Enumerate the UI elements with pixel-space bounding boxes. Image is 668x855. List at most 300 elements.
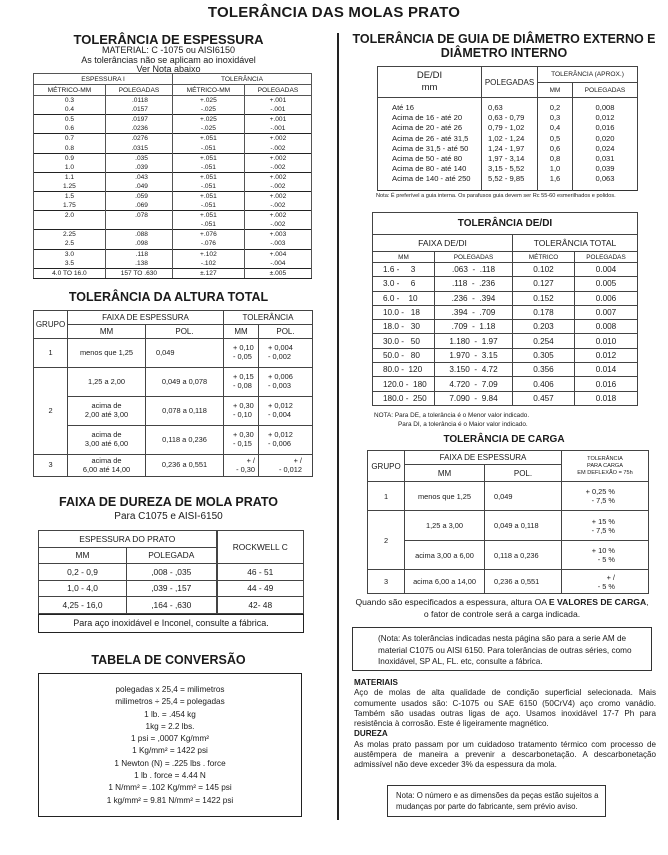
cell: 2.25 [34, 230, 106, 240]
cell-tol: + / - 5 % [562, 570, 649, 594]
cell-mm: acima 6,00 a 14,00 [405, 570, 485, 594]
cell: 0,8 [538, 154, 573, 164]
cell: +.002 [244, 191, 311, 201]
table-row [368, 482, 649, 511]
cell: 0.005 [575, 277, 638, 291]
carga-title: TOLERÂNCIA DE CARGA [443, 434, 565, 445]
cell-mm: 1,25 a 2,00 [68, 368, 146, 397]
table-row [373, 391, 638, 405]
conversion-line: 1 lb. = .454 kg [144, 709, 196, 719]
cell: 0.010 [575, 334, 638, 348]
cell: 3.150 - 4.72 [435, 363, 513, 377]
cell [34, 220, 106, 230]
cell-tpol: + 0,012 - 0,006 [259, 426, 313, 455]
cell-grupo: 2 [368, 511, 405, 570]
guia-table [377, 66, 638, 191]
cell: 0,2 - 0,9 [39, 564, 127, 581]
cell-mm: acima 3,00 a 6,00 [405, 541, 485, 570]
cell: +.002 [244, 211, 311, 221]
cell-pol: 0,236 a 0,551 [485, 570, 562, 594]
cell: 1.75 [34, 201, 106, 211]
cell: 0.014 [575, 363, 638, 377]
cell-pol: 0,118 a 0,236 [146, 426, 224, 455]
cell: +.051 [172, 134, 244, 144]
cell-tol: + 15 % - 7,5 % [562, 511, 649, 541]
espessura-aviso: As tolerâncias não se aplicam ao inoxidável [81, 55, 256, 65]
cell: 3.5 [34, 259, 106, 269]
cell: .0315 [105, 143, 172, 153]
cell: +.025 [172, 115, 244, 125]
dureza-section-text: As molas prato passam por um cuidadoso tratamento térmico com processo de austêmpera de maneira a prevenir a descarbonetação. A descarbonetação admissível não deve exceder 3% da espessura da mola. [354, 739, 656, 770]
cell: 46 - 51 [217, 564, 304, 581]
conversion-line: 1 psi = ,0007 Kg/mm² [130, 734, 210, 744]
cell: -.102 [172, 259, 244, 269]
cell: 18.0 - 30 [373, 320, 435, 334]
cell: Acima de 16 - até 20 [378, 113, 482, 123]
cell-pol: 0,049 a 0,118 [485, 511, 562, 541]
col-header-espessura: ESPESSURA DO PRATO [39, 531, 217, 548]
espessura-ver-nota: Ver Nota abaixo [136, 64, 201, 74]
table-row [373, 320, 638, 334]
cell: -.004 [244, 259, 311, 269]
cell: Até 16 [378, 98, 482, 114]
conversion-line: 1 lb . force = 4.44 N [134, 771, 206, 781]
cell: .069 [105, 201, 172, 211]
cell: 3,15 - 5,52 [482, 164, 538, 174]
cell: 44 - 49 [217, 580, 304, 597]
cell: 0.203 [513, 320, 575, 334]
cell: Acima de 50 - até 80 [378, 154, 482, 164]
table-row [34, 239, 312, 249]
cell-pol: 0,049 [485, 482, 562, 511]
cell: ,008 - ,035 [127, 564, 217, 581]
col-header-tmm: MM [224, 325, 259, 339]
table-row [378, 123, 638, 133]
col-header-tmm: MM [538, 83, 573, 98]
table-row [368, 511, 649, 541]
materiais-text: Aço de molas de alta qualidade de condição superficial selecionada. Mais comumente usados são: C-1075 ou SAE 6150 (50CrV4) aço cromo vanádio. Também são usadas outras ligas de aço. Usamos inoxidável 17-7 Ph para resistência à corrosão. Este é ligeiramente magnético. [354, 688, 656, 729]
cell: 0,063 [573, 174, 638, 190]
cell: 2.0 [34, 211, 106, 221]
table-row [34, 268, 312, 278]
cell: .043 [105, 172, 172, 182]
cell: -.051 [172, 201, 244, 211]
table-row [34, 397, 313, 426]
cell: 0.356 [513, 363, 575, 377]
table-row [39, 597, 304, 614]
cell: -.001 [244, 124, 311, 134]
dedi-title: TOLERÂNCIA DE/DI [373, 213, 638, 235]
cell: +.051 [172, 153, 244, 163]
cell: .088 [105, 230, 172, 240]
column-divider [337, 33, 339, 820]
col-header-tolerancia: TOLERÂNCIA (APROX.) [538, 67, 638, 83]
cell: 0.004 [575, 263, 638, 277]
cell: 0.152 [513, 291, 575, 305]
cell: 1,24 - 1,97 [482, 144, 538, 154]
table-row [34, 153, 312, 163]
cell-mm: menos que 1,25 [68, 339, 146, 368]
dedi-nota [374, 411, 529, 429]
cell: 4.720 - 7.09 [435, 377, 513, 391]
conversion-line: 1 kg/mm² = 9.81 N/mm² = 1422 psi [106, 795, 234, 805]
conversion-line: 1 Kg/mm² = 1422 psi [132, 746, 208, 756]
cell: 1,0 - 4,0 [39, 580, 127, 597]
dedi-nota-line-2: Para DI, a tolerância é o Maior valor indicado. [398, 421, 528, 428]
cell: -.001 [244, 105, 311, 115]
col-header-dedi: DE/DI mm [378, 67, 482, 98]
cell: 0,63 - 0,79 [482, 113, 538, 123]
col-header: MÉTRICO-MM [172, 85, 244, 96]
cell: +.102 [172, 249, 244, 259]
conversion-line: milimetros ÷ 25,4 = polegadas [115, 697, 225, 707]
col-header: POLEGADAS [244, 85, 311, 96]
cell: 1,02 - 1,24 [482, 134, 538, 144]
table-row [373, 263, 638, 277]
guia-title-2: DIÂMETRO INTERNO [440, 46, 568, 60]
col-header-pol: POLEGADAS [435, 252, 513, 263]
table-row [34, 134, 312, 144]
cell: 0,3 [538, 113, 573, 123]
espessura-table [33, 73, 312, 279]
table-row [34, 143, 312, 153]
dureza-note: Para aço inoxidável e Inconel, consulte a fábrica. [38, 614, 304, 633]
cell: 3.0 [34, 249, 106, 259]
cell: 1.0 [34, 163, 106, 173]
table-row [378, 113, 638, 123]
espessura-title: TOLERÂNCIA DE ESPESSURA [73, 32, 264, 47]
cell-tpol: + 0,012 - 0,004 [259, 397, 313, 426]
cell: -.002 [244, 143, 311, 153]
dureza-table [38, 530, 304, 614]
col-header-tpol: POLEGADAS [575, 252, 638, 263]
cell: .0236 [105, 124, 172, 134]
cell: 0.5 [34, 115, 106, 125]
cell: 0.8 [34, 143, 106, 153]
cell: 0.016 [575, 377, 638, 391]
table-row [34, 191, 312, 201]
cell: .049 [105, 182, 172, 192]
cell: 180.0 - 250 [373, 391, 435, 405]
cell-grupo: 3 [34, 455, 68, 477]
cell: Acima de 26 - até 31,5 [378, 134, 482, 144]
cell: ±.005 [244, 268, 311, 278]
cell: +.051 [172, 211, 244, 221]
dedi-table [372, 212, 638, 406]
dureza-section-title: DUREZA [354, 729, 388, 739]
cell-pol: 0,236 a 0,551 [146, 455, 224, 477]
table-row [373, 277, 638, 291]
cell-tpol: + 0,006 - 0,003 [259, 368, 313, 397]
table-row [34, 259, 312, 269]
table-row [34, 455, 313, 477]
cell: 0.012 [575, 348, 638, 362]
altura-table [33, 310, 313, 477]
cell-tpol: + / - 0,012 [259, 455, 313, 477]
cell: .039 [105, 163, 172, 173]
table-row [378, 144, 638, 154]
cell-tol: + 10 % - 5 % [562, 541, 649, 570]
cell: 50.0 - 80 [373, 348, 435, 362]
cell-pol: 0,049 [146, 339, 224, 368]
page-title: TOLERÂNCIA DAS MOLAS PRATO [207, 4, 461, 21]
col-group-total: TOLERÂNCIA TOTAL [513, 235, 638, 252]
cell-grupo: 3 [368, 570, 405, 594]
table-row [373, 334, 638, 348]
cell: -.003 [244, 239, 311, 249]
cell: .078 [105, 211, 172, 221]
col-header-rockwell: ROCKWELL C [217, 531, 304, 564]
cell: 0,012 [573, 113, 638, 123]
cell: -.051 [172, 143, 244, 153]
cell: +.076 [172, 230, 244, 240]
cell: -.002 [244, 201, 311, 211]
cell: .118 - .236 [435, 277, 513, 291]
carga-table [367, 450, 649, 594]
cell: .063 - .118 [435, 263, 513, 277]
table-row [34, 249, 312, 259]
table-row [378, 134, 638, 144]
cell: ±.127 [172, 268, 244, 278]
cell: Acima de 20 - até 26 [378, 123, 482, 133]
table-row [39, 580, 304, 597]
col-group-tolerancia: TOLERÂNCIA [172, 74, 311, 85]
cell: 0.018 [575, 391, 638, 405]
cell: 0,63 [482, 98, 538, 114]
col-header-faixa: FAIXA DE ESPESSURA [68, 311, 224, 325]
col-header-tpol: POLEGADAS [573, 83, 638, 98]
table-row [34, 211, 312, 221]
cell: 0,2 [538, 98, 573, 114]
cell: 0.127 [513, 277, 575, 291]
cell: 1,6 [538, 174, 573, 190]
cell: -.051 [172, 220, 244, 230]
conversao-title: TABELA DE CONVERSÃO [91, 653, 246, 667]
table-row [378, 98, 638, 114]
table-row [34, 172, 312, 182]
cell: 1.25 [34, 182, 106, 192]
table-row [373, 291, 638, 305]
cell: .0157 [105, 105, 172, 115]
cell: 4.0 TO 16.0 [34, 268, 106, 278]
table-row [368, 541, 649, 570]
cell-pol: 0,049 a 0,078 [146, 368, 224, 397]
cell [105, 220, 172, 230]
cell: 157 TO .630 [105, 268, 172, 278]
table-row [34, 105, 312, 115]
cell-tmm: + 0,30 - 0,15 [224, 426, 259, 455]
cell-tmm: + / - 0,30 [224, 455, 259, 477]
cell: 0.008 [575, 320, 638, 334]
cell: -.002 [244, 220, 311, 230]
cell: +.001 [244, 96, 311, 106]
table-row [34, 163, 312, 173]
cell-pol: 0,118 a 0,236 [485, 541, 562, 570]
dureza-subtitle: Para C1075 e AISI-6150 [114, 511, 223, 522]
cell: 80.0 - 120 [373, 363, 435, 377]
table-row [34, 124, 312, 134]
col-header-pol: POLEGADA [127, 547, 217, 564]
cell: 1.5 [34, 191, 106, 201]
cell: 0.102 [513, 263, 575, 277]
table-row [378, 154, 638, 164]
cell-grupo: 1 [368, 482, 405, 511]
cell: 1.1 [34, 172, 106, 182]
cell: 0,031 [573, 154, 638, 164]
cell: .709 - 1.18 [435, 320, 513, 334]
conversion-line: polegadas x 25,4 = milimetros [115, 685, 225, 694]
cell: 0,016 [573, 123, 638, 133]
table-row [378, 164, 638, 174]
cell: +.003 [244, 230, 311, 240]
cell: 0.006 [575, 291, 638, 305]
cell: 1,97 - 3,14 [482, 154, 538, 164]
carga-note: Quando são especificados a espessura, altura OA E VALORES DE CARGA, o fator de controle será a carga indicada. [355, 597, 649, 619]
col-group-faixa: FAIXA DE/DI [373, 235, 513, 252]
cell-grupo: 2 [34, 368, 68, 455]
cell: 0.6 [34, 124, 106, 134]
cell: +.002 [244, 153, 311, 163]
cell: .0276 [105, 134, 172, 144]
cell: Acima de 140 - até 250 [378, 174, 482, 190]
materiais-section [354, 678, 656, 771]
cell-mm: acima de 3,00 até 6,00 [68, 426, 146, 455]
cell: +.002 [244, 134, 311, 144]
cell: 0.7 [34, 134, 106, 144]
col-header-pol: POL. [146, 325, 224, 339]
final-note-box: Nota: O número e as dimensões da peças estão sujeitos a mudanças por parte do fabricante, sem prévio aviso. [387, 785, 606, 817]
cell-tmm: + 0,10 - 0,05 [224, 339, 259, 368]
table-row [34, 220, 312, 230]
cell: -.076 [172, 239, 244, 249]
col-header: POLEGADAS [105, 85, 172, 96]
cell: .394 - .709 [435, 305, 513, 319]
col-header-mm: MM [68, 325, 146, 339]
cell: ,164 - ,630 [127, 597, 217, 614]
col-header-mm: MM [405, 465, 485, 482]
cell-tmm: + 0,15 - 0,08 [224, 368, 259, 397]
col-group-espessura: ESPESSURA I [34, 74, 173, 85]
cell: -.002 [244, 163, 311, 173]
cell: 0.178 [513, 305, 575, 319]
col-header-pol: POL. [485, 465, 562, 482]
table-row [34, 368, 313, 397]
cell: .138 [105, 259, 172, 269]
cell: +.051 [172, 172, 244, 182]
cell: 0,6 [538, 144, 573, 154]
col-header-tolerancia: TOLERÂNCIA [224, 311, 313, 325]
cell-pol: 0,078 a 0,118 [146, 397, 224, 426]
col-header-met: MÉTRICO [513, 252, 575, 263]
cell: .059 [105, 191, 172, 201]
cell: +.001 [244, 115, 311, 125]
cell: 0,4 [538, 123, 573, 133]
cell: +.025 [172, 96, 244, 106]
col-header-mm: MM [39, 547, 127, 564]
conversion-line: 1 Newton (N) = .225 lbs . force [114, 758, 226, 768]
cell: 0.406 [513, 377, 575, 391]
table-row [373, 363, 638, 377]
cell: -.051 [172, 163, 244, 173]
cell-tol: + 0,25 % - 7,5 % [562, 482, 649, 511]
cell: 3.0 - 6 [373, 277, 435, 291]
cell-grupo: 1 [34, 339, 68, 368]
cell: 1.180 - 1.97 [435, 334, 513, 348]
cell: .0197 [105, 115, 172, 125]
dedi-nota-line-1: NOTA: Para DE, a tolerância é o Menor valor indicado. [374, 412, 530, 419]
cell: ,039 - ,157 [127, 580, 217, 597]
conversao-box [38, 673, 302, 817]
col-header-grupo: GRUPO [34, 311, 68, 339]
cell: 120.0 - 180 [373, 377, 435, 391]
table-row [373, 377, 638, 391]
cell-mm: 1,25 a 3,00 [405, 511, 485, 541]
dureza-title: FAIXA DE DUREZA DE MOLA PRATO [59, 495, 278, 509]
table-row [34, 115, 312, 125]
cell: Acima de 80 - até 140 [378, 164, 482, 174]
cell-tpol: + 0,004 - 0,002 [259, 339, 313, 368]
conversion-line: 1 N/mm² = .102 Kg/mm² = 145 psi [108, 783, 232, 793]
col-header-grupo: GRUPO [368, 451, 405, 482]
table-row [34, 426, 313, 455]
cell: 1,0 [538, 164, 573, 174]
serie-note-box: (Nota: As tolerâncias indicadas nesta página são para a serie AM de material C1075 ou AISI 6150. Para tolerâncias de outras séries, como Inoxidável, SP AL, FL. etc, consulte a fábrica. [352, 627, 652, 671]
col-header-tpol: POL. [259, 325, 313, 339]
col-header-pol: POLEGADAS [482, 67, 538, 98]
cell: 30.0 - 50 [373, 334, 435, 348]
cell: 0,024 [573, 144, 638, 154]
table-row [373, 348, 638, 362]
cell: 7.090 - 9.84 [435, 391, 513, 405]
table-row [34, 96, 312, 106]
cell: .035 [105, 153, 172, 163]
cell: 0,79 - 1,02 [482, 123, 538, 133]
cell: +.004 [244, 249, 311, 259]
cell: +.002 [244, 172, 311, 182]
cell: 1.970 - 3.15 [435, 348, 513, 362]
cell: 6.0 - 10 [373, 291, 435, 305]
cell: -.025 [172, 105, 244, 115]
cell: 0.007 [575, 305, 638, 319]
cell: 0,008 [573, 98, 638, 114]
cell: .118 [105, 249, 172, 259]
table-row [39, 564, 304, 581]
guia-nota: Nota: É preferível a guia interna. Os parafusos guia devem ser Rc 55-60 esmerilhados e polidos. [376, 193, 616, 199]
cell: .098 [105, 239, 172, 249]
cell: 0.254 [513, 334, 575, 348]
cell: 42- 48 [217, 597, 304, 614]
conversion-line: 1kg = 2.2 lbs. [145, 721, 195, 731]
altura-title: TOLERÂNCIA DA ALTURA TOTAL [68, 290, 269, 304]
col-header-faixa: FAIXA DE ESPESSURA [405, 451, 562, 465]
cell: 0.4 [34, 105, 106, 115]
cell-mm: menos que 1,25 [405, 482, 485, 511]
cell: 0.9 [34, 153, 106, 163]
col-header-tol: TOLERÂNCIA PARA CARGA EM DEFLEXÃO = 75h [562, 451, 649, 482]
materiais-title: MATERIAIS [354, 678, 398, 687]
table-row [378, 174, 638, 190]
cell: .0118 [105, 96, 172, 106]
guia-title-1: TOLERÂNCIA DE GUIA DE DIÂMETRO EXTERNO E [352, 32, 656, 46]
cell: +.051 [172, 191, 244, 201]
espessura-material: MATERIAL: C -1075 ou AISI6150 [102, 45, 235, 55]
cell: 0.3 [34, 96, 106, 106]
table-row [34, 230, 312, 240]
cell: 2.5 [34, 239, 106, 249]
cell: -.025 [172, 124, 244, 134]
cell: 0,5 [538, 134, 573, 144]
cell: -.051 [172, 182, 244, 192]
